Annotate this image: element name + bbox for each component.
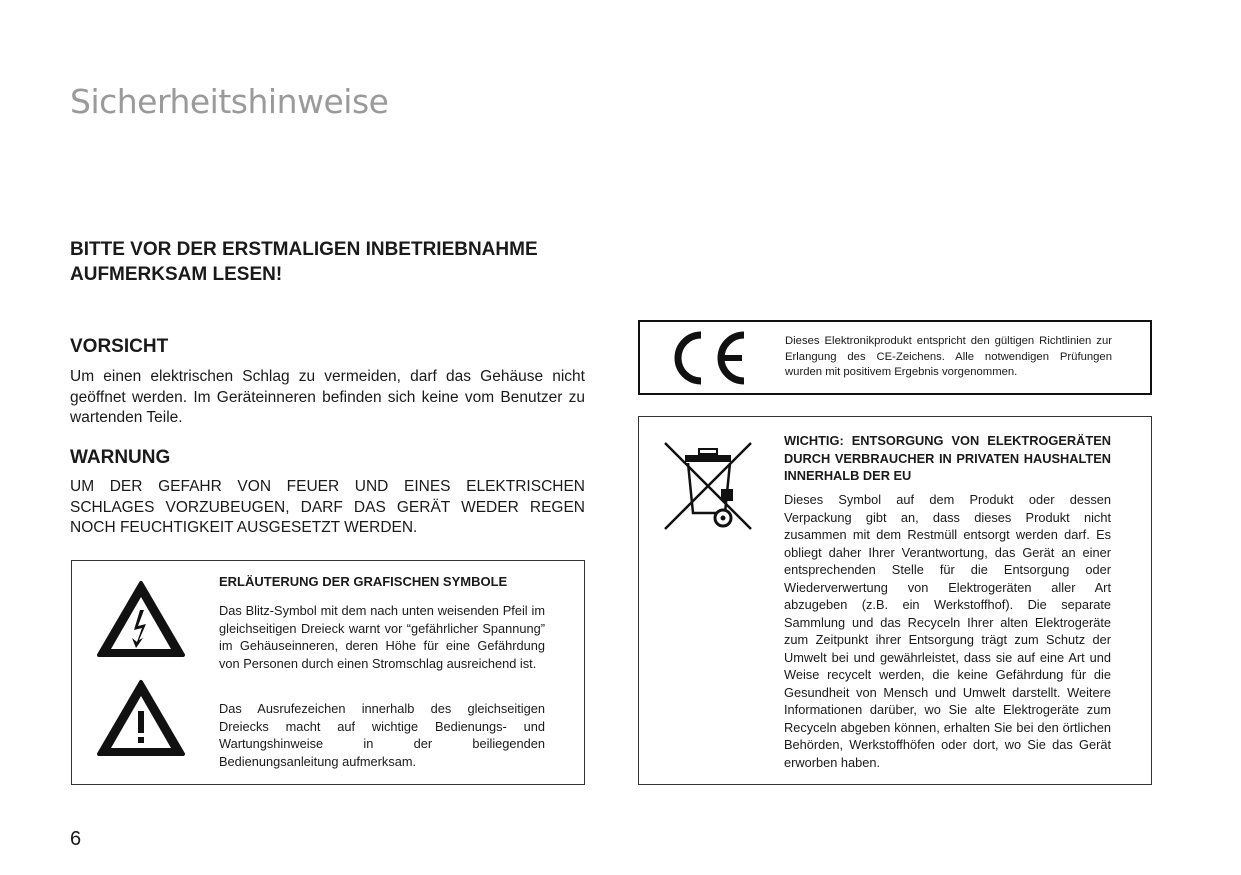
warnung-text: UM DER GEFAHR VON FEUER UND EINES ELEKTRISCHEN SCHLAGES VORZUBEUGEN, DARF DAS GERÄT WEDER REGEN NOCH FEUCHTIGKEIT AUSGESETZT WERDEN. (70, 478, 585, 536)
ce-box (638, 320, 1152, 395)
warnung-heading: WARNUNG (70, 447, 171, 468)
ce-text: Dieses Elektronikprodukt entspricht den gültigen Richtlinien zur Erlangung des CE-Zeichens. Alle notwendigen Prüfungen wurden mit positivem Ergebnis vorgenommen. (785, 335, 1112, 378)
weee-title: WICHTIG: ENTSORGUNG VON ELEKTROGERÄTEN DURCH VERBRAUCHER IN PRIVATEN HAUSHALTEN INNERHALB DER EU (784, 433, 1111, 483)
vorsicht-text: Um einen elektrischen Schlag zu vermeiden, darf das Gehäuse nicht geöffnet werden. Im Geräteinneren befinden sich keine vom Benutzer zu wartenden Teile. (70, 368, 585, 426)
vorsicht-heading: VORSICHT (70, 336, 169, 357)
symbols-explanation-box (71, 560, 585, 785)
symbols-title: ERLÄUTERUNG DER GRAFISCHEN SYMBOLE (219, 574, 508, 589)
crossed-out-bin-icon (663, 441, 753, 533)
page-title: Sicherheitshinweise (70, 82, 389, 121)
lightning-warning-icon (96, 580, 186, 658)
intro-heading: BITTE VOR DER ERSTMALIGEN INBETRIEBNAHME AUFMERKSAM LESEN! (70, 239, 538, 285)
exclamation-warning-icon (96, 679, 186, 757)
weee-text: Dieses Symbol auf dem Produkt oder dessen Verpackung gibt an, dass dieses Produkt nicht zusammen mit dem Restmüll entsorgt werden darf. Es obliegt daher Ihrer Verantwortung, das Gerät an einer entsprechenden Stelle für die Entsorgung oder Wiederverwertung von Elektrogeräten aller Art abzugeben (z.B. ein Werkstoffhof). Die separate Sammlung und das Recyceln Ihrer alten Elektrogeräte zum Zeitpunkt ihrer Entsorgung trägt zum Schutz der Umwelt bei und gewährleistet, dass sie auf eine Art und Weise recycelt werden, die keine Gefährdung für die Gesundheit von Mensch und Umwelt darstellt. Weitere Informationen darüber, wo Sie alte Elektrogeräte zum Recyceln abgeben können, erhalten Sie bei den örtlichen Behörden, Werkstoffhöfen oder dort, wo Sie das Gerät erworben haben. (784, 492, 1111, 770)
weee-disposal-box (638, 416, 1152, 785)
lightning-symbol-text: Das Blitz-Symbol mit dem nach unten weisenden Pfeil im gleichseitigen Dreieck warnt vor “gefährlicher Spannung” im Gehäuseinneren, deren Höhe für eine Gefährdung von Personen durch einen Stromschlag ausreichend ist. (219, 603, 545, 671)
exclamation-symbol-text: Das Ausrufezeichen innerhalb des gleichseitigen Dreiecks macht auf wichtige Bedienungs- und Wartungshinweise in der beiliegenden Bedienungsanleitung aufmerksam. (219, 701, 545, 769)
page-number: 6 (70, 828, 82, 850)
ce-mark-icon (668, 329, 750, 387)
